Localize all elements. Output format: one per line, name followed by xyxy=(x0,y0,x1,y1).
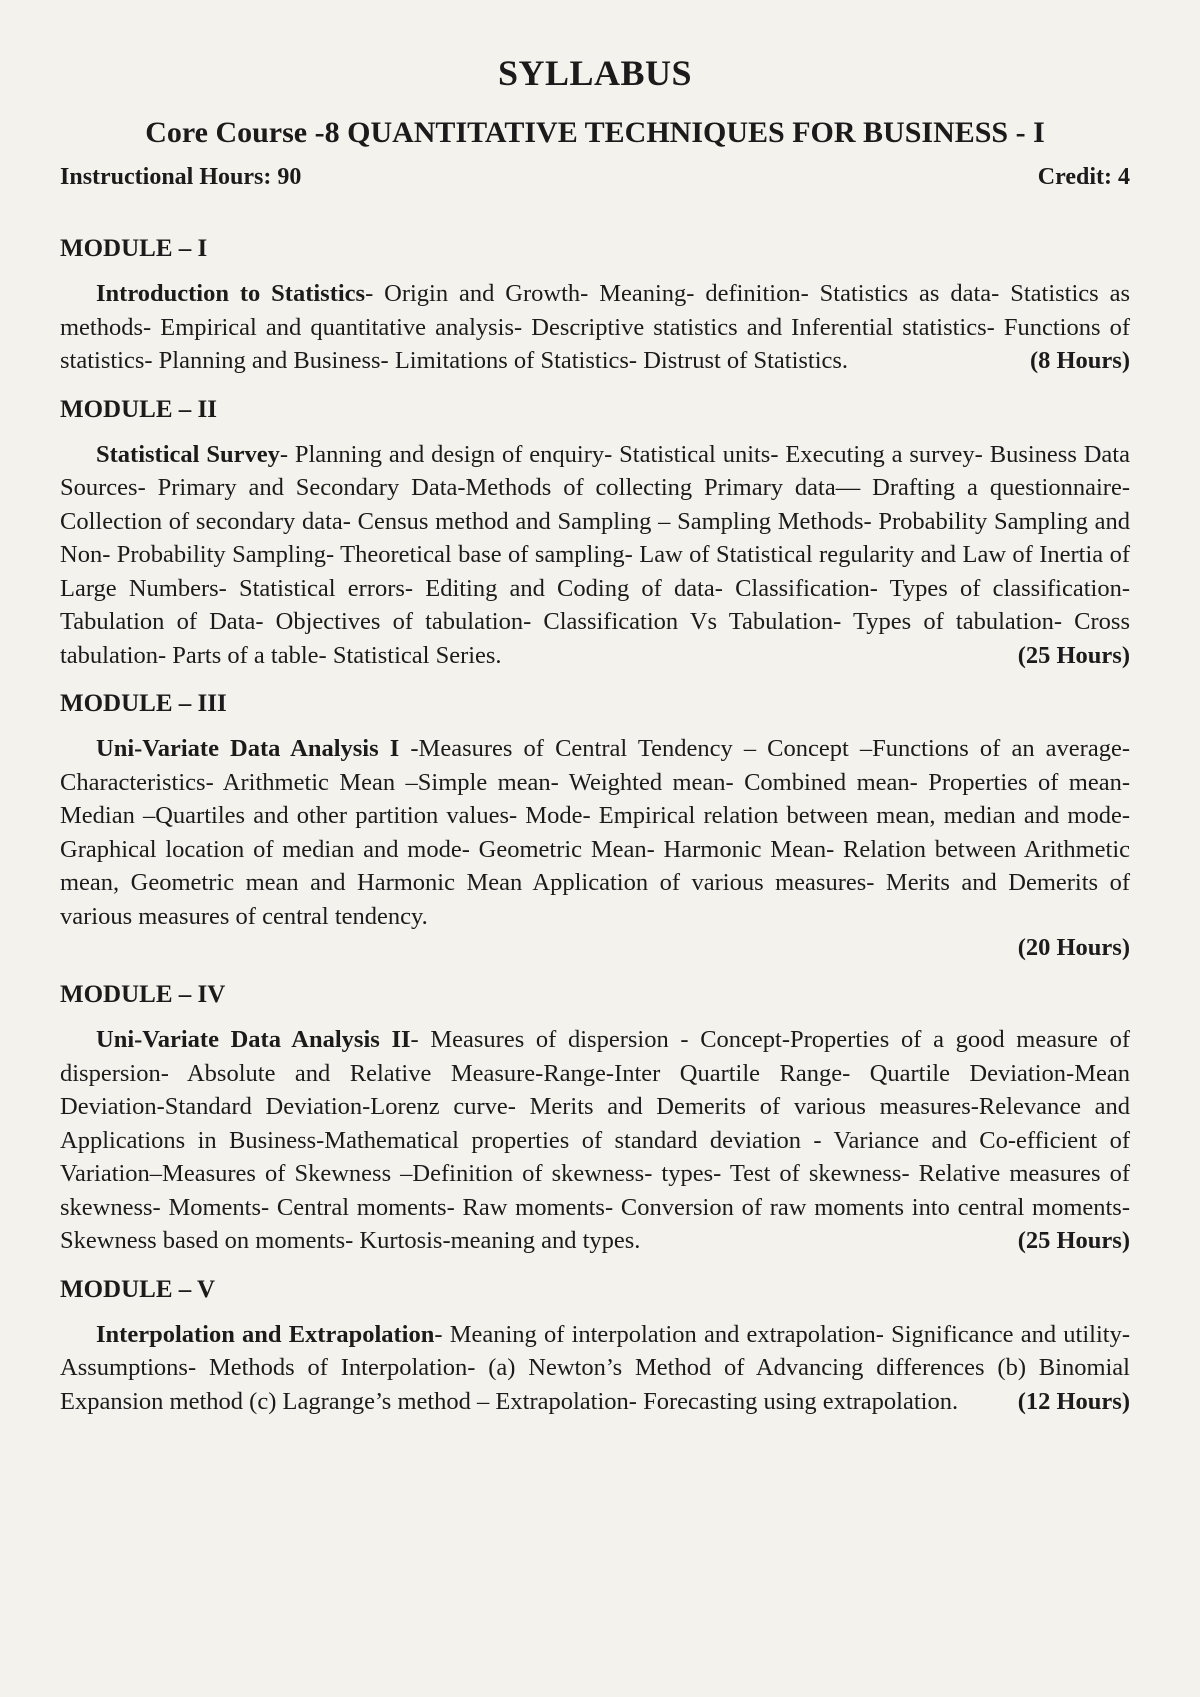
module-topic: Uni-Variate Data Analysis I xyxy=(96,735,400,762)
module-4 xyxy=(60,981,1130,1258)
module-heading: MODULE – V xyxy=(60,1275,216,1303)
module-heading: MODULE – I xyxy=(60,235,208,262)
module-1 xyxy=(60,235,1130,378)
course-title: Core Course -8 QUANTITATIVE TECHNIQUES FOR BUSINESS - I xyxy=(145,116,1045,149)
module-hours: (25 Hours) xyxy=(1017,641,1130,669)
module-body xyxy=(60,438,1130,673)
module-topic: Statistical Survey xyxy=(96,440,280,468)
module-content: - Meaning of interpolation and extrapolation- Significance and utility- Assumptions- Methods of Interpolation- (a) Newton’s Method of Advancing differences (b) Binomial Expansion method (c) Lagrange’s method – Extrapolation- Forecasting using extrapolation. xyxy=(60,1320,1130,1415)
module-content: - Origin and Growth- Meaning- definition- Statistics as data- Statistics as methods- Empirical and quantitative analysis- Descriptive statistics and Inferential statistics- Functions of statistics- Planning and Business- Limitations of Statistics- Distrust of Statistics. xyxy=(60,280,1130,374)
module-topic: Introduction to Statistics xyxy=(96,280,366,307)
module-content: -Measures of Central Tendency – Concept –Functions of an average- Characteristics- Arithmetic Mean –Simple mean- Weighted mean- Combined mean- Properties of mean- Median –Quartiles and other partition values- Mode- Empirical relation between mean, median and mode- Graphical location of median and mode- Geometric Mean- Harmonic Mean- Relation between Arithmetic mean, Geometric mean and Harmonic Mean Application of various measures- Merits and Demerits of various measures of central tendency. xyxy=(60,735,1130,930)
module-body xyxy=(60,1318,1130,1419)
module-3 xyxy=(60,690,1130,963)
module-heading: MODULE – IV xyxy=(60,981,226,1008)
module-hours: (12 Hours) xyxy=(1017,1387,1130,1415)
module-hours: (25 Hours) xyxy=(1017,1227,1130,1254)
module-content: - Measures of dispersion - Concept-Properties of a good measure of dispersion- Absolute and Relative Measure-Range-Inter Quartile Range- Quartile Deviation-Mean Deviation-Standard Deviation-Lorenz curve- Merits and Demerits of various measures-Relevance and Applications in Business-Mathematical properties of standard deviation - Variance and Co-efficient of Variation–Measures of Skewness –Definition of skewness- types- Test of skewness- Relative measures of skewness- Moments- Central moments- Raw moments- Conversion of raw moments into central moments- Skewness based on moments- Kurtosis-meaning and types. xyxy=(60,1026,1131,1254)
module-5 xyxy=(60,1276,1130,1419)
module-hours: (20 Hours) xyxy=(1017,934,1130,961)
course-meta xyxy=(60,164,1130,191)
page-title: SYLLABUS xyxy=(497,53,693,93)
credit: Credit: 4 xyxy=(1037,164,1130,190)
module-2 xyxy=(60,396,1130,673)
module-heading: MODULE – II xyxy=(60,395,217,423)
module-hours: (8 Hours) xyxy=(1029,347,1130,374)
module-content: - Planning and design of enquiry- Statistical units- Executing a survey- Business Data Sources- Primary and Secondary Data-Methods of collecting Primary data— Drafting a questionnaire- Collection of secondary data- Census method and Sampling – Sampling Methods- Probability Sampling and Non- Probability Sampling- Theoretical base of sampling- Law of Statistical regularity and Law of Inertia of Large Numbers- Statistical errors- Editing and Coding of data- Classification- Types of classification- Tabulation of Data- Objectives of tabulation- Classification Vs Tabulation- Types of tabulation- Cross tabulation- Parts of a table- Statistical Series. xyxy=(60,440,1130,669)
module-body xyxy=(60,732,1130,933)
instructional-hours: Instructional Hours: 90 xyxy=(60,164,302,190)
module-heading: MODULE – III xyxy=(60,690,227,717)
module-topic: Interpolation and Extrapolation xyxy=(96,1320,435,1348)
module-body xyxy=(60,1023,1130,1258)
module-topic: Uni-Variate Data Analysis II xyxy=(96,1026,411,1053)
module-body xyxy=(60,277,1130,378)
